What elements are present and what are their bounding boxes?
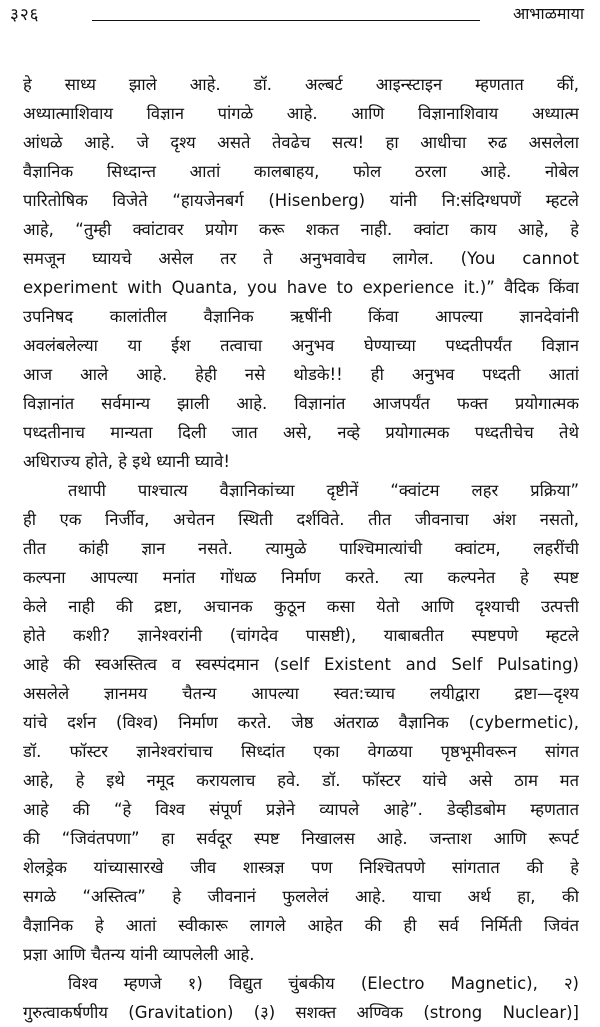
text-line: ही एक निर्जीव, अचेतन स्थिती दर्शविते. तीत जीवनाचा अंश नसतो, [23,510,579,529]
text-line: अध्यात्माशिवाय विज्ञान पांगळे आहे. आणि विज्ञानाशिवाय अध्यात्म [23,104,579,123]
text-line: पारितोषिक विजेते “हायजेनबर्ग (Hisenberg) यांनी नि:संदिग्धपणें म्हटले [23,191,579,210]
text-line: आहे की स्वअस्तित्व व स्वस्पंदमान (self Existent and Self Pulsating) [23,655,579,674]
text-line: यांचे दर्शन (विश्व) निर्माण करते. जेष्ठ अंतराळ वैज्ञानिक (cybermetic), [23,713,579,732]
text-line: विज्ञानांत सर्वमान्य झाली आहे. विज्ञानांत आजपर्यंत फक्त प्रयोगात्मक [23,394,579,413]
text-line: केले नाही की द्रष्टा, अचानक कुठून कसा येतो आणि दृश्याची उत्पत्ती [23,597,579,616]
text-line: विश्व म्हणजे १) विद्युत चुंबकीय (Electro Magnetic), २) [68,974,579,993]
running-title: आभाळमाया [512,4,584,23]
text-line: तीत कांही ज्ञान नसते. त्यामुळे पाश्चिमात्यांची क्वांटम, लहरींची [23,539,579,558]
text-line: शेलड्रेक यांच्यासारखे जीव शास्त्रज्ञ पण निश्चितपणे सांगतात की हे [23,858,579,877]
text-line: experiment with Quanta, you have to experience it.)” वैदिक किंवा [23,278,579,297]
header-rule [92,20,480,21]
text-line: हे साध्य झाले आहे. डॉ. अल्बर्ट आइन्स्टाइन म्हणतात कीं, [23,75,579,94]
text-line: समजून घ्यायचे असेल तर ते अनुभवावेच लागेल. (You cannot [23,249,579,268]
text-line: वैज्ञानिक सिध्दान्त आतां कालबाहय, फोल ठरला आहे. नोबेल [23,162,579,181]
text-line: प्रज्ञा आणि चैतन्य यांनी व्यापलेली आहे. [23,945,255,964]
text-line: आहे, हे इथे नमूद करायलाच हवे. डॉ. फॉस्टर यांचे असे ठाम मत [23,771,579,790]
text-line: आहे की “हे विश्व संपूर्ण प्रज्ञेने व्यापले आहे”. डेव्हीडबोम म्हणतात [23,800,579,819]
text-line: तथापी पाश्चात्य वैज्ञानिकांच्या दृष्टीनें “क्वांटम लहर प्रक्रिया” [68,481,579,500]
text-line: आहे, “तुम्ही क्वांटावर प्रयोग करू शकत नाही. क्वांटा काय आहे, हे [23,220,579,239]
text-line: पध्दतीनाच मान्यता दिली जात असे, नव्हे प्रयोगात्मक पध्दतीचेच तेथे [23,423,579,442]
text-line: आज आले आहे. हेही नसे थोडके!! ही अनुभव पध्दती आतां [23,365,579,384]
text-line: होते कशी? ज्ञानेश्वरांनी (चांगदेव पासष्टी), याबाबतीत स्पष्टपणे म्हटले [23,626,579,645]
text-line: की “जिवंतपणा” हा सर्वदूर स्पष्ट निखालस आहे. जन्ताश आणि रूपर्ट [23,829,579,848]
text-line: असलेले ज्ञानमय चैतन्य आपल्या स्वत:च्याच लयीद्वारा द्रष्टा—दृश्य [23,684,579,703]
text-line: आंधळे आहे. जे दृश्य असते तेवढेच सत्य! हा आधीचा रुढ असलेला [23,133,579,152]
text-line: अवलंबलेल्या या ईश तत्वाचा अनुभव घेण्याच्या पध्दतीपर्यंत विज्ञान [23,336,579,355]
text-line: कल्पना आपल्या मनांत गोंधळ निर्माण करते. त्या कल्पनेत हे स्पष्ट [23,568,579,587]
text-line: अधिराज्य होते, हे इथे ध्यानी घ्यावे! [23,452,230,471]
text-line: सगळे “अस्तित्व” हे जीवनानं फुललेलं आहे. याचा अर्थ हा, की [23,887,579,906]
page-header [10,0,590,30]
text-line: गुरुत्वाकर्षणीय (Gravitation) (३) सशक्त अण्विक (strong Nuclear)] [23,1003,579,1022]
text-line: वैज्ञानिक हे आतां स्वीकारू लागले आहेत की ही सर्व निर्मिती जिवंत [23,916,579,935]
body-text [23,70,579,1027]
page-number: ३२६ [10,5,40,25]
text-line: उपनिषद कालांतील वैज्ञानिक ऋषींनी किंवा आपल्या ज्ञानदेवांनी [23,307,579,326]
text-line: डॉ. फॉस्टर ज्ञानेश्वरांचाच सिध्दांत एका वेगळया पृष्ठभूमीवरून सांगत [23,742,579,761]
